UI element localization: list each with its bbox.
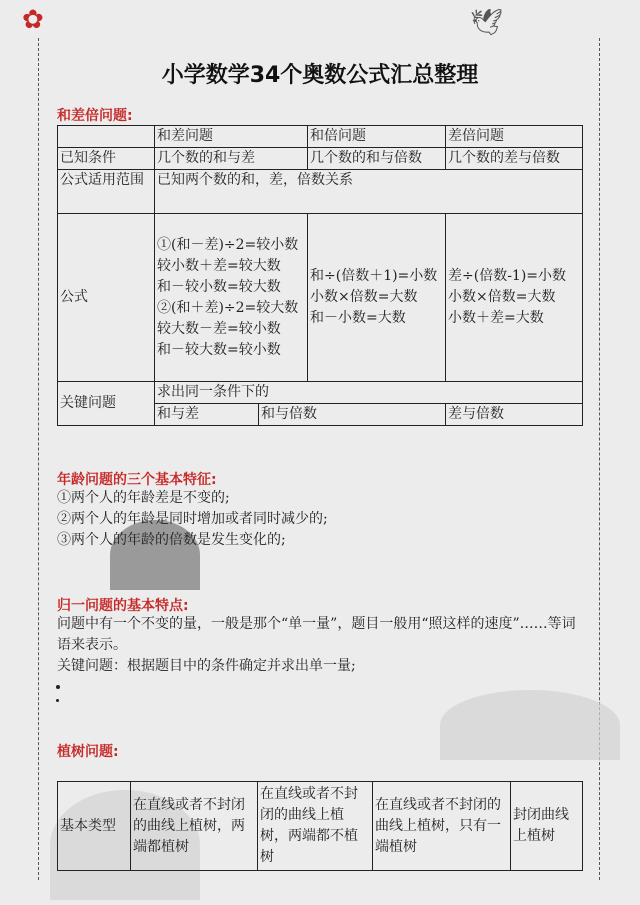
age-item: ①两个人的年龄差是不变的;	[57, 490, 230, 506]
formula-line: 小数×倍数=大数	[310, 289, 418, 305]
section-heading-guiyi: 归一问题的基本特点:	[57, 598, 189, 614]
age-item: ②两个人的年龄是同时增加或者同时减少的;	[57, 511, 328, 527]
cell: 几个数的和与差	[155, 148, 308, 170]
cell: 几个数的差与倍数	[446, 148, 583, 170]
cell-formula-chabei	[446, 214, 583, 382]
row-label-known: 已知条件	[58, 148, 155, 170]
formula-line: 较大数－差=较小数	[157, 320, 281, 337]
header-empty	[58, 126, 155, 148]
formula-line: 较小数＋差=较大数	[157, 257, 281, 274]
formula-line: 差÷(倍数-1)=小数	[448, 268, 567, 284]
cell: 和与差	[155, 404, 259, 426]
page-title: 小学数学34个奥数公式汇总整理	[161, 63, 479, 88]
cell: 在直线或者不封闭的曲线上植树，两端都不植树	[258, 782, 373, 871]
row-label-type: 基本类型	[58, 782, 131, 871]
cell-formula-hecha	[155, 214, 308, 382]
bullet	[56, 685, 60, 689]
mountain-decoration	[440, 690, 620, 760]
formula-line: ②(和＋差)÷2=较大数	[157, 299, 299, 316]
guiyi-key: 关键问题：根据题目中的条件确定并求出单一量;	[57, 658, 356, 674]
formula-line: 小数×倍数=大数	[448, 289, 556, 305]
formula-line: 和－较小数=较大数	[157, 278, 281, 295]
hechabei-table	[57, 125, 583, 426]
cell: 在直线或者不封闭的曲线上植树，两端都植树	[131, 782, 258, 871]
section-heading-tree: 植树问题:	[57, 744, 119, 760]
bullet	[56, 699, 59, 702]
cell: 已知两个数的和，差，倍数关系	[155, 170, 583, 214]
row-label-scope: 公式适用范围	[58, 170, 155, 214]
section-heading-age: 年龄问题的三个基本特征:	[57, 472, 217, 488]
formula-line: 和－小数=大数	[310, 310, 406, 326]
cell: 在直线或者不封闭的曲线上植树，只有一端植树	[373, 782, 511, 871]
formula-line: 和－较大数=较小数	[157, 341, 281, 358]
header-hecha: 和差问题	[155, 126, 308, 148]
plum-blossom-icon: ✿	[22, 5, 44, 35]
cell: 和与倍数	[259, 404, 446, 426]
formula-line: ①(和－差)÷2=较小数	[157, 236, 299, 253]
header-chabei: 差倍问题	[446, 126, 583, 148]
formula-line: 小数＋差=大数	[448, 310, 544, 326]
header-hebei: 和倍问题	[308, 126, 446, 148]
crane-icon: 🕊	[470, 8, 504, 38]
section-heading-hechabei: 和差倍问题:	[57, 108, 133, 124]
row-label-key: 关键问题	[58, 382, 155, 426]
cell-formula-hebei	[308, 214, 446, 382]
cell: 几个数的和与倍数	[308, 148, 446, 170]
guiyi-text: 问题中有一个不变的量，一般是那个“单一量”，题目一般用“照这样的速度”……等词语来表示。	[57, 616, 576, 653]
cell: 差与倍数	[446, 404, 583, 426]
age-item: ③两个人的年龄的倍数是发生变化的;	[57, 532, 286, 548]
formula-line: 和÷(倍数＋1)=小数	[310, 268, 438, 284]
row-label-formula: 公式	[58, 214, 155, 382]
tree-table	[57, 781, 583, 871]
cell: 封闭曲线上植树	[511, 782, 583, 871]
cell: 求出同一条件下的	[155, 382, 583, 404]
